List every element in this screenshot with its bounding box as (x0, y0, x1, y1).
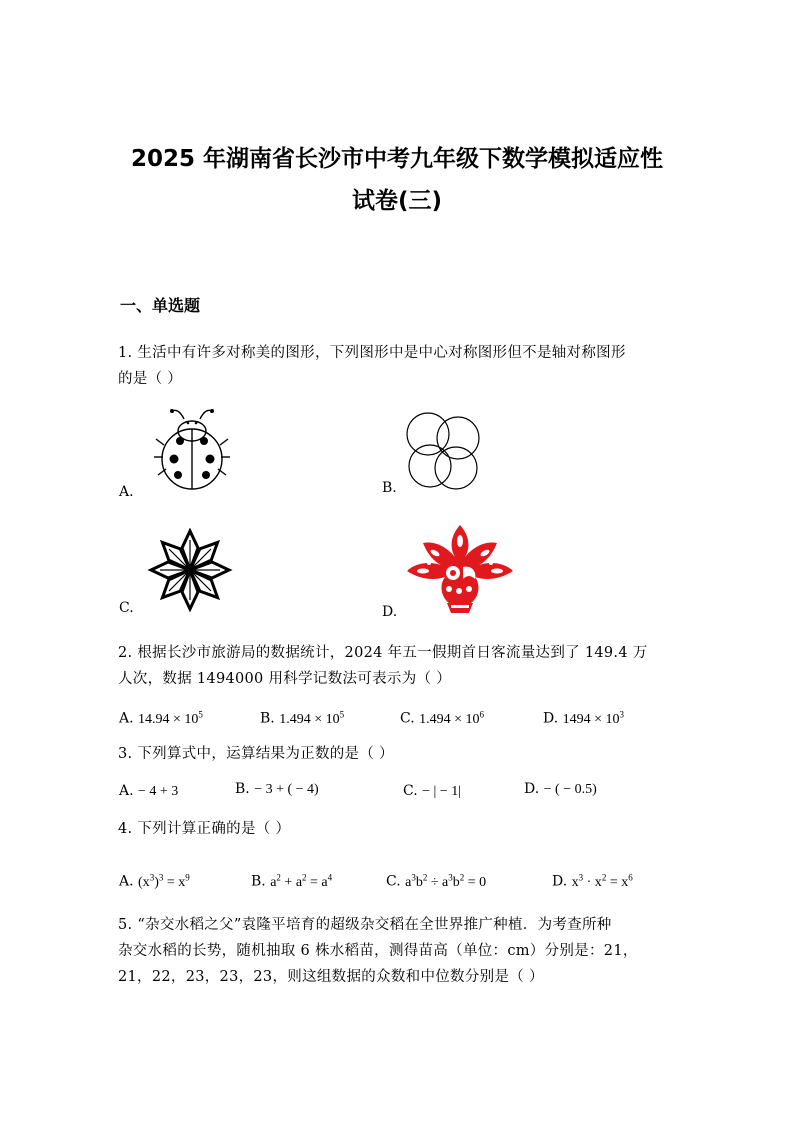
q3-option-b-label: B. (235, 781, 250, 797)
q2-b-exponent: 5 (339, 709, 345, 719)
q4-option-d-label: D. (552, 873, 568, 890)
q4-b-exp: 4 (327, 872, 333, 882)
q2-option-b-label: B. (260, 710, 275, 727)
q4-d-part: = x (606, 874, 629, 890)
q3-option-c-label: C. (403, 783, 418, 799)
q4-option-b-expression (270, 872, 333, 890)
q4-a-exp: 3 (158, 872, 164, 882)
q4-a-part: (x (138, 874, 150, 890)
question-4-text (118, 816, 688, 842)
q4-option-a-label: A. (119, 873, 134, 890)
question-1-line-2: 的是（ ） (118, 371, 183, 387)
q2-option-b (260, 704, 344, 730)
question-5-line-3: 21，22，23，23，23，则这组数据的众数和中位数分别是（ ） (118, 969, 544, 985)
q4-b-part: a (270, 874, 277, 890)
q2-d-exponent: 3 (619, 709, 625, 719)
q2-option-a-label: A. (119, 710, 134, 727)
q4-c-part: a (405, 874, 412, 890)
q3-option-b (235, 779, 319, 800)
q2-option-b-expression (279, 709, 345, 727)
q4-option-a-expression (138, 872, 190, 890)
q4-c-part: = 0 (464, 874, 487, 890)
ladybug-figure (150, 405, 238, 491)
q2-option-c (400, 704, 484, 730)
question-1-text (118, 340, 688, 392)
q4-option-b (251, 867, 332, 893)
q1-option-c-label: C. (119, 600, 134, 616)
question-2-line-2: 人次，数据 1494000 用科学记数法可表示为（ ） (118, 671, 452, 687)
q4-option-d (552, 867, 633, 893)
q1-option-a-label: A. (119, 484, 134, 500)
q4-option-c (386, 867, 486, 893)
q4-b-exp: 2 (276, 872, 281, 882)
q3-option-a (119, 781, 178, 802)
q3-option-d-expression: − ( − 0.5) (543, 782, 597, 797)
q4-b-exp: 2 (302, 872, 307, 882)
q4-c-part: ÷ a (427, 874, 449, 890)
question-4-line-1: 4. 下列计算正确的是（ ） (118, 821, 291, 837)
question-2-text (118, 640, 688, 692)
question-5-line-2: 杂交水稻的长势，随机抽取 6 株水稻苗，测得苗高（单位：cm）分别是：21， (118, 943, 638, 959)
q2-c-base: 1.494 × 10 (419, 711, 480, 727)
q2-option-d (543, 704, 624, 730)
snowflake-star-figure (143, 528, 237, 612)
q2-c-exponent: 6 (479, 709, 485, 719)
q4-d-part: x (571, 874, 579, 890)
q4-c-exp: 2 (422, 872, 428, 882)
q2-a-base: 14.94 × 10 (138, 711, 199, 727)
q4-b-part: = a (306, 874, 328, 890)
q4-a-exp: 9 (185, 872, 190, 882)
document-title-line-2: 试卷(三) (351, 188, 443, 214)
question-5-text (118, 912, 688, 990)
question-1-line-1: 1. 生活中有许多对称美的图形，下列图形中是中心对称图形但不是轴对称图形 (118, 345, 626, 361)
q4-c-exp: 3 (448, 872, 453, 882)
q1-option-b-label: B. (382, 480, 397, 496)
q2-b-base: 1.494 × 10 (279, 711, 340, 727)
q2-option-a-expression (138, 709, 203, 727)
q3-option-d (524, 779, 597, 800)
q4-d-part: · x (583, 874, 602, 890)
q3-option-c-expression: − | − 1| (422, 784, 462, 799)
question-5-line-1: 5. “杂交水稻之父”袁隆平培育的超级杂交稻在全世界推广种植．为考查所种 (118, 917, 612, 933)
q4-option-a (119, 867, 190, 893)
q4-c-exp: 2 (459, 872, 465, 882)
q4-d-exp: 3 (578, 872, 584, 882)
q4-option-b-label: B. (251, 873, 266, 890)
q3-option-a-expression: − 4 + 3 (138, 784, 179, 799)
q2-a-exponent: 5 (198, 709, 203, 719)
q2-option-d-label: D. (543, 710, 559, 727)
q4-c-part: b (415, 874, 423, 890)
q3-option-a-label: A. (119, 783, 134, 799)
q1-option-d-label: D. (382, 604, 398, 620)
q4-c-exp: 3 (411, 872, 416, 882)
q4-option-c-expression (405, 872, 487, 890)
q4-option-c-label: C. (386, 873, 401, 890)
four-circles-figure (400, 408, 486, 494)
document-title-line-1: 2025 年湖南省长沙市中考九年级下数学模拟适应性 (130, 146, 664, 172)
question-2-line-1: 2. 根据长沙市旅游局的数据统计，2024 年五一假期首日客流量达到了 149.4 万 (118, 645, 648, 661)
paper-cut-lotus-figure (405, 523, 515, 615)
q2-option-d-expression (562, 709, 625, 727)
q4-c-part: b (452, 874, 460, 890)
question-3-text (118, 741, 688, 767)
q2-option-c-expression (419, 709, 485, 727)
q2-option-c-label: C. (400, 710, 415, 727)
q3-option-b-expression: − 3 + ( − 4) (254, 782, 319, 797)
q3-option-c (403, 781, 461, 802)
section-heading: 一、单选题 (120, 296, 201, 315)
q4-a-exp: 3 (149, 872, 155, 882)
question-3-line-1: 3. 下列算式中，运算结果为正数的是（ ） (118, 746, 394, 762)
q4-a-part: ) (154, 874, 159, 890)
q2-option-a (119, 704, 203, 730)
q4-a-part: = x (163, 874, 186, 890)
q4-b-part: + a (280, 874, 303, 890)
q4-d-exp: 6 (628, 872, 633, 882)
q4-d-exp: 2 (601, 872, 607, 882)
q2-d-base: 1494 × 10 (562, 711, 620, 727)
q3-option-d-label: D. (524, 781, 540, 797)
q4-option-d-expression (571, 872, 633, 890)
